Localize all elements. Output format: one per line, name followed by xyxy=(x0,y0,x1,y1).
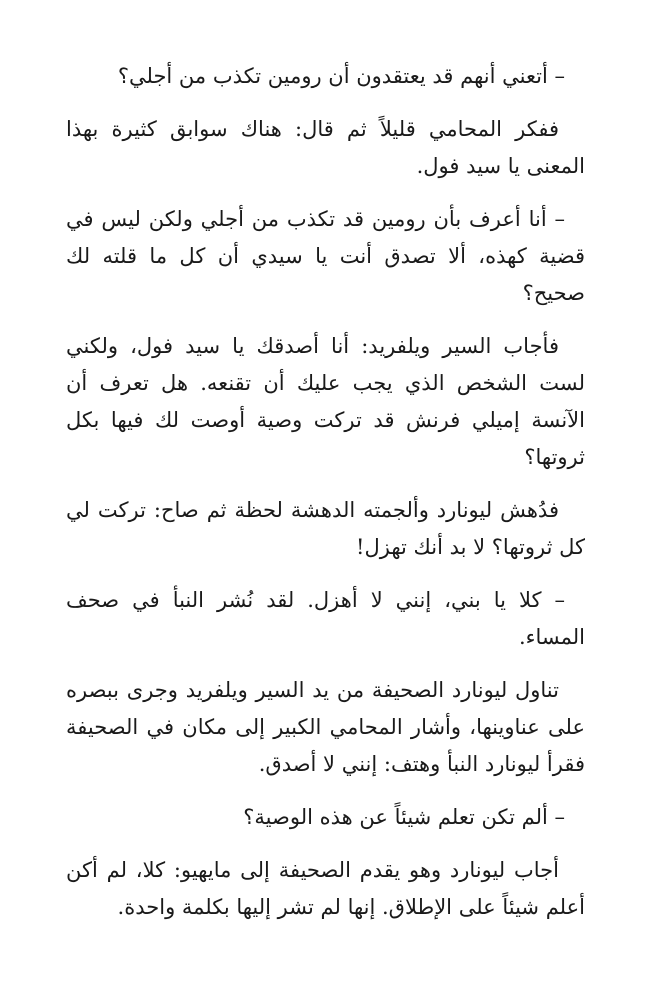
dialogue-paragraph-3: – أنا أعرف بأن رومين قد تكذب من أجلي ولكن ليس في قضية كهذه، ألا تصدق أنت يا سيدي أن كل ما قلته لك صحيح؟ xyxy=(66,207,585,305)
narration-paragraph-9: أجاب ليونارد وهو يقدم الصحيفة إلى مايهيو: كلا، لم أكن أعلم شيئاً على الإطلاق. إنها لم تشر إليها بكلمة واحدة. xyxy=(66,858,585,919)
narration-paragraph-7: تناول ليونارد الصحيفة من يد السير ويلفريد وجرى ببصره على عناوينها، وأشار المحامي الكبير إلى مكان في الصحيفة فقرأ ليونارد النبأ وهتف: إنني لا أصدق. xyxy=(66,678,585,776)
narration-paragraph-4: فأجاب السير ويلفريد: أنا أصدقك يا سيد فول، ولكني لست الشخص الذي يجب عليك أن تقنعه. هل تعرف أن الآنسة إميلي فرنش قد تركت وصية أوصت لك فيها بكل ثروتها؟ xyxy=(66,334,585,469)
dialogue-paragraph-1: – أتعني أنهم قد يعتقدون أن رومين تكذب من أجلي؟ xyxy=(117,64,565,88)
dialogue-paragraph-6: – كلا يا بني، إنني لا أهزل. لقد نُشر النبأ في صحف المساء. xyxy=(66,588,585,649)
narration-paragraph-5: فدُهش ليونارد وألجمته الدهشة لحظة ثم صاح: تركت لي كل ثروتها؟ لا بد أنك تهزل! xyxy=(66,498,585,559)
narration-paragraph-2: ففكر المحامي قليلاً ثم قال: هناك سوابق كثيرة بهذا المعنى يا سيد فول. xyxy=(66,117,585,178)
dialogue-paragraph-8: – ألم تكن تعلم شيئاً عن هذه الوصية؟ xyxy=(243,805,565,829)
